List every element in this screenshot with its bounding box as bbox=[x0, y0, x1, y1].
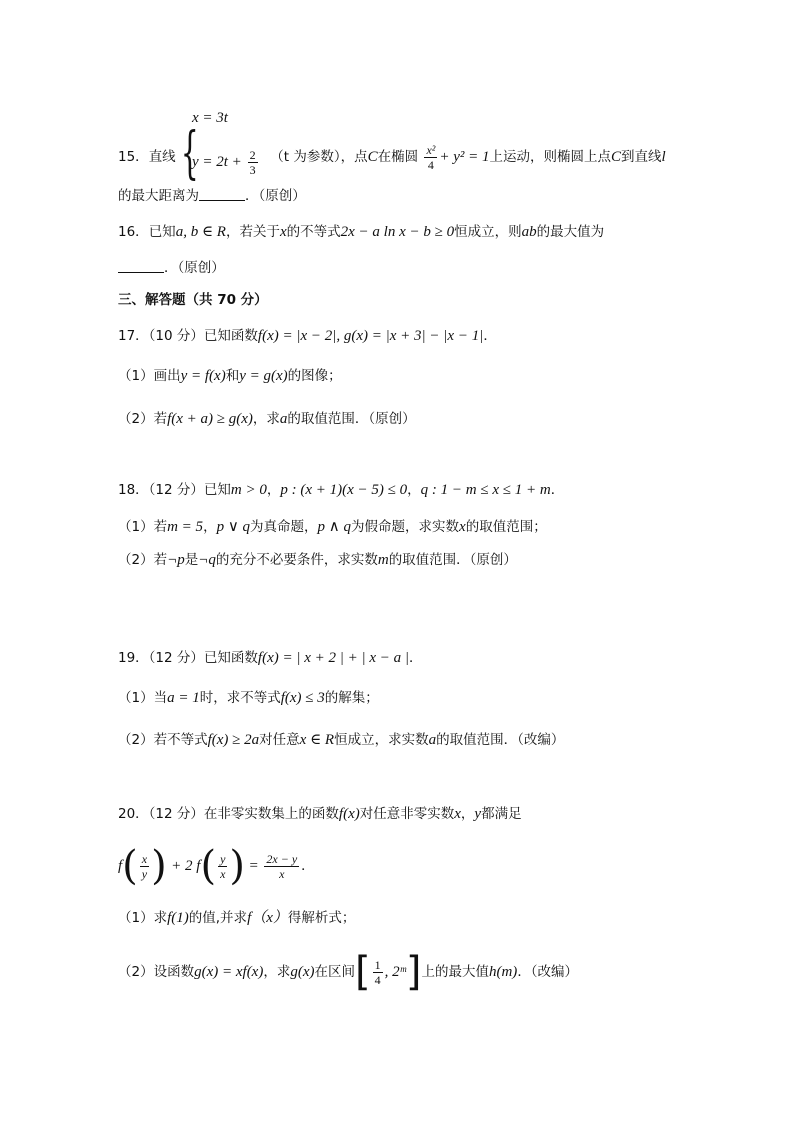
q20-number: 20．（12 分） bbox=[118, 806, 204, 822]
q19-p1-ineq: f(x) ≤ 3 bbox=[280, 690, 325, 706]
q20-text1: 在非零实数集上的函数 bbox=[203, 806, 339, 822]
q20-p2-t2: 在区间 bbox=[314, 964, 355, 980]
q15-answer-blank bbox=[199, 186, 245, 201]
q18-p1-x: x bbox=[459, 519, 466, 535]
q15-ellipse-rest: + y² = 1 bbox=[439, 149, 490, 165]
q18-p-def: p : (x + 1)(x − 5) ≤ 0 bbox=[280, 482, 408, 498]
q20-p2-g: g(x) = xf(x) bbox=[194, 964, 264, 980]
q20-p2-label: （2）设函数 bbox=[118, 964, 195, 980]
q20-eq-frac2 bbox=[218, 852, 227, 881]
q19-text1: 已知函数 bbox=[203, 650, 258, 666]
q18-p1-end: 的取值范围； bbox=[465, 519, 547, 535]
q20-eq-frac2-den: x bbox=[220, 866, 226, 881]
q19-p1-end: 的解集； bbox=[324, 690, 379, 706]
q15-tail: ．（原创） bbox=[245, 188, 306, 204]
q15-point: C bbox=[367, 149, 378, 165]
q17-p1-label: （1）画出 bbox=[118, 368, 181, 384]
q15-eq2-left: y = 2t + bbox=[191, 153, 242, 170]
q18-p1-label: （1）若 bbox=[118, 519, 168, 535]
q20-p2-t1: ，求 bbox=[263, 964, 291, 980]
q15-eq2 bbox=[192, 148, 260, 177]
q15-ellipse-den: 4 bbox=[427, 157, 434, 172]
q16-answer-blank bbox=[118, 258, 164, 273]
q20-p2-interval-frac bbox=[373, 958, 383, 987]
q19-func: f(x) = | x + 2 | + | x − a | bbox=[257, 650, 410, 666]
q17-stem bbox=[118, 326, 497, 346]
q16-ineq: 2x − a ln x − b ≥ 0 bbox=[340, 224, 455, 240]
q17-end: ． bbox=[483, 328, 497, 344]
q15-frac-num: 2 bbox=[249, 148, 256, 162]
q18-p1-t2: 为假命题，求实数 bbox=[351, 519, 460, 535]
q18-q-def: q : 1 − m ≤ x ≤ 1 + m bbox=[420, 482, 551, 498]
q20-eq-rhs-num: 2x − y bbox=[266, 851, 298, 866]
q15-line2 bbox=[118, 186, 306, 206]
q18-part1 bbox=[118, 517, 547, 537]
q20-p2-int-right: , 2ᵐ bbox=[384, 964, 406, 980]
q15-system bbox=[180, 110, 266, 188]
q16-ab: ab bbox=[521, 224, 537, 240]
q19-p2-end: 的取值范围．（改编） bbox=[436, 732, 565, 748]
q20-eq-f: f bbox=[118, 858, 123, 874]
q18-p1-and: p ∧ q bbox=[317, 519, 352, 535]
q19-p1-label: （1）当 bbox=[118, 690, 168, 706]
q15-moving: 上运动，则椭圆上点 bbox=[489, 149, 612, 165]
q15-param: （t 为参数），点 bbox=[270, 149, 368, 165]
q19-part2 bbox=[118, 730, 564, 750]
q18-p2-t2: 的充分不必要条件，求实数 bbox=[215, 552, 378, 568]
q18-sep1: ， bbox=[266, 482, 281, 498]
q15-to-line: 到直线 bbox=[621, 149, 662, 165]
q19-p2-t2: 恒成立，求实数 bbox=[334, 732, 429, 748]
q20-p2-g2: g(x) bbox=[290, 964, 315, 980]
q20-part1 bbox=[118, 908, 355, 928]
q15-cont: 的最大距离为 bbox=[118, 188, 199, 204]
q17-func: f(x) = |x − 2|, g(x) = |x + 3| − |x − 1| bbox=[257, 328, 484, 344]
q15-ellipse-num: x² bbox=[426, 142, 436, 157]
q20-p2-int-den: 4 bbox=[374, 972, 381, 987]
q18-part2 bbox=[118, 550, 517, 570]
q18-p1-sep: ， bbox=[203, 519, 217, 535]
q17-number: 17．（10 分） bbox=[118, 328, 204, 344]
q20-eq-frac1-den: y bbox=[141, 866, 148, 881]
q20-eq-frac1-num: x bbox=[141, 851, 148, 866]
left-paren-icon: ( bbox=[122, 843, 138, 889]
q18-p1-or: p ∨ q bbox=[216, 519, 251, 535]
q16-text5: 的最大值为 bbox=[536, 224, 605, 240]
q18-text1: 已知 bbox=[203, 482, 231, 498]
q19-p2-a: a bbox=[428, 732, 437, 748]
q18-cond-m: m > 0 bbox=[230, 482, 267, 498]
q16-x: x bbox=[279, 224, 287, 240]
q20-eq-rhs bbox=[264, 852, 299, 881]
q17-p1-and: 和 bbox=[225, 368, 240, 384]
q17-part2 bbox=[118, 409, 416, 429]
q20-eq-frac2-num: y bbox=[220, 851, 226, 866]
q18-p1-m: m = 5 bbox=[167, 519, 204, 535]
q20-eq-frac1 bbox=[140, 852, 149, 881]
q18-number: 18．（12 分） bbox=[118, 482, 204, 498]
q17-p1-f2: y = g(x) bbox=[239, 368, 288, 384]
q16-tail: ．（原创） bbox=[164, 260, 225, 276]
q17-p1-f1: y = f(x) bbox=[180, 368, 226, 384]
q20-fx: f(x) bbox=[338, 806, 360, 822]
q20-sep: ， bbox=[460, 806, 475, 822]
q15-point2: C bbox=[611, 149, 622, 165]
q19-p1-a: a = 1 bbox=[167, 690, 200, 706]
q19-p2-label: （2）若不等式 bbox=[118, 732, 208, 748]
q15-line1 bbox=[118, 110, 666, 188]
q15-eq1: x = 3t bbox=[191, 110, 228, 126]
q20-p1-end: 得解析式； bbox=[287, 910, 356, 926]
section-heading: 三、解答题（共 70 分） bbox=[118, 292, 268, 308]
q19-part1 bbox=[118, 688, 379, 708]
q20-y: y bbox=[474, 806, 482, 822]
q15-label-line: 直线 bbox=[148, 149, 176, 165]
q20-p2-end: ．（改编） bbox=[517, 964, 579, 980]
q17-p2-ineq: f(x + a) ≥ g(x) bbox=[167, 411, 253, 427]
q20-text3: 都满足 bbox=[481, 806, 522, 822]
q15-frac-den: 3 bbox=[249, 163, 256, 177]
q18-p2-notp: ¬p bbox=[167, 552, 185, 568]
q20-eq-rhs-den: x bbox=[279, 866, 285, 881]
q19-end: ． bbox=[409, 650, 423, 666]
q16-number: 16． bbox=[118, 224, 149, 240]
q20-text2: 对任意非零实数 bbox=[359, 806, 455, 822]
q17-p2-label: （2）若 bbox=[118, 411, 168, 427]
q18-end: ． bbox=[550, 482, 565, 498]
right-bracket-icon: ] bbox=[405, 949, 422, 995]
q20-x: x bbox=[454, 806, 461, 822]
q19-number: 19．（12 分） bbox=[118, 650, 204, 666]
q18-p1-t1: 为真命题， bbox=[250, 519, 318, 535]
q18-sep2: ， bbox=[407, 482, 421, 498]
q20-eq-eq: = bbox=[249, 858, 258, 874]
q18-p2-m: m bbox=[377, 552, 389, 568]
q20-stem bbox=[118, 804, 522, 824]
q15-ellipse-frac bbox=[424, 143, 437, 172]
q20-p1-f1: f(1) bbox=[167, 910, 189, 926]
q16-text4: 恒成立，则 bbox=[454, 224, 522, 240]
q20-p2-h: h(m) bbox=[488, 964, 518, 980]
q19-p2-t1: 对任意 bbox=[259, 732, 300, 748]
q20-equation bbox=[118, 843, 315, 889]
left-paren-icon: ( bbox=[200, 843, 217, 889]
q15-line-var: l bbox=[661, 149, 666, 165]
q17-p2-text: ，求 bbox=[252, 411, 280, 427]
q17-text1: 已知函数 bbox=[203, 328, 258, 344]
q20-p1-f2: f（x） bbox=[247, 910, 288, 926]
q18-p2-t1: 是 bbox=[184, 552, 199, 568]
q16-text1: 已知 bbox=[148, 224, 176, 240]
q15-in-ellipse: 在椭圆 bbox=[377, 149, 419, 165]
q20-p2-int-num: 1 bbox=[374, 957, 381, 972]
q19-p1-t1: 时，求不等式 bbox=[199, 690, 281, 706]
left-bracket-icon: [ bbox=[355, 949, 371, 995]
q17-p1-end: 的图像； bbox=[287, 368, 342, 384]
q15-eq2-frac bbox=[248, 148, 258, 177]
q18-p2-notq: ¬q bbox=[198, 552, 216, 568]
q18-stem bbox=[118, 480, 564, 500]
q16-text2: ，若关于 bbox=[225, 224, 280, 240]
q17-part1 bbox=[118, 366, 342, 386]
q15-number: 15． bbox=[118, 149, 149, 165]
q20-p1-label: （1）求 bbox=[118, 910, 168, 926]
brace-icon: { bbox=[180, 121, 199, 186]
q20-eq-plus: + 2 f bbox=[171, 858, 201, 874]
q20-eq-end: ． bbox=[301, 858, 315, 874]
q16-vars: a, b ∈ R bbox=[175, 224, 226, 240]
q16-line1 bbox=[118, 222, 604, 242]
right-paren-icon: ) bbox=[151, 843, 167, 889]
q20-p2-t3: 上的最大值 bbox=[421, 964, 489, 980]
q18-p2-label: （2）若 bbox=[118, 552, 168, 568]
q20-part2 bbox=[118, 949, 579, 995]
q19-p2-ineq: f(x) ≥ 2a bbox=[207, 732, 260, 748]
q18-p2-end: 的取值范围．（原创） bbox=[388, 552, 517, 568]
q19-stem bbox=[118, 648, 423, 668]
q20-p1-t1: 的值,并求 bbox=[188, 910, 248, 926]
q16-text3: 的不等式 bbox=[286, 224, 341, 240]
right-paren-icon: ) bbox=[229, 843, 246, 889]
q17-p2-a: a bbox=[279, 411, 288, 427]
q17-p2-end: 的取值范围．（原创） bbox=[287, 411, 416, 427]
q16-line2 bbox=[118, 258, 225, 278]
q19-p2-x: x ∈ R bbox=[299, 732, 335, 748]
